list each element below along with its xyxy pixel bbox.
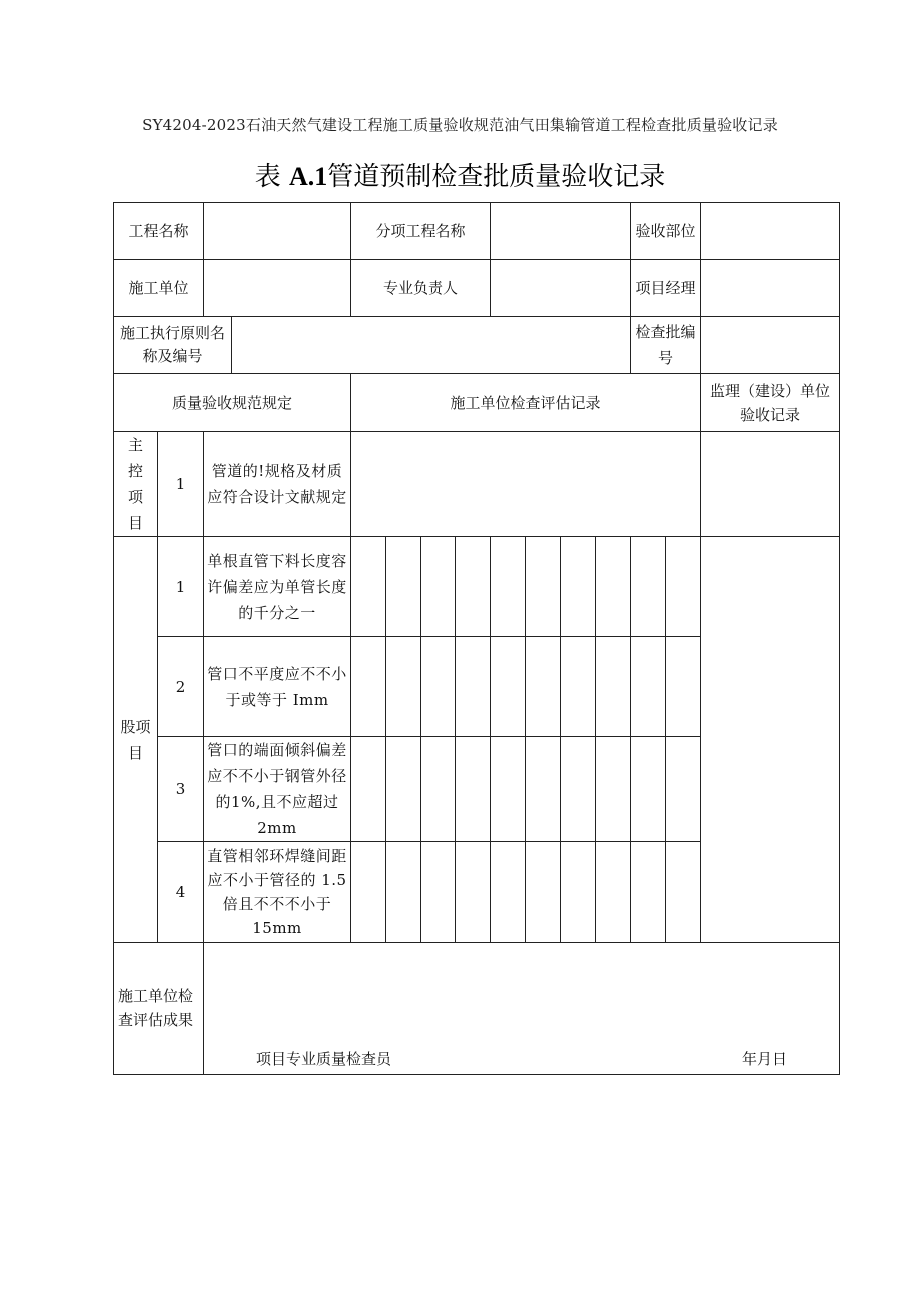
inspection-form-table [113,202,840,1075]
construction-unit-label: 施工单位 [114,260,204,317]
record-cell[interactable] [456,842,491,943]
record-cell[interactable] [456,737,491,842]
record-cell[interactable] [561,842,596,943]
title-prefix: 表 [254,162,281,192]
record-cell[interactable] [351,737,386,842]
record-cell[interactable] [561,737,596,842]
supervision-record-header: 监理（建设）单位验收记录 [701,374,840,432]
record-cell[interactable] [631,537,666,637]
record-cell[interactable] [596,537,631,637]
record-cell[interactable] [631,737,666,842]
record-cell[interactable] [631,637,666,737]
inspector-label: 项目专业质量检查员 [256,1049,392,1068]
record-cell[interactable] [526,537,561,637]
sub-project-label: 分项工程名称 [351,203,491,260]
main-control-record[interactable] [351,432,701,537]
document-header: SY4204-2023石油天然气建设工程施工质量验收规范油气田集输管道工程检查批质量验收记录 [142,116,778,134]
info-row-standard [114,317,840,374]
column-header-row [114,374,840,432]
footer-row [114,943,840,1075]
date-label: 年月日 [742,1049,788,1068]
footer-label: 施工单位检查评估成果 [114,943,204,1075]
construction-unit-value[interactable] [204,260,351,317]
footer-content[interactable] [204,943,840,1075]
record-cell[interactable] [456,537,491,637]
sub-project-value[interactable] [491,203,631,260]
record-cell[interactable] [596,737,631,842]
standard-label: 施工执行原则名称及编号 [114,317,232,374]
info-row-project [114,203,840,260]
main-control-item-text: 管道的!规格及材质应符合设计文献规定 [204,432,351,537]
general-item-text: 单根直管下料长度容许偏差应为单管长度的千分之一 [204,537,351,637]
record-cell[interactable] [351,537,386,637]
professional-lead-label: 专业负责人 [351,260,491,317]
general-item-no: 1 [158,537,204,637]
general-item-text: 管口不平度应不不小于或等于 Imm [204,637,351,737]
general-item-no: 4 [158,842,204,943]
page-title [0,156,920,193]
general-item-text: 直管相邻环焊缝间距应不小于管径的 1.5 倍且不不不小于 15mm [204,842,351,943]
record-cell[interactable] [351,637,386,737]
title-code: A.1 [288,162,328,191]
general-item-text: 管口的端面倾斜偏差应不不小于钢管外径的1%,且不应超过2mm [204,737,351,842]
record-cell[interactable] [561,637,596,737]
record-cell[interactable] [491,637,526,737]
main-control-item-no: 1 [158,432,204,537]
general-supervision[interactable] [701,537,840,943]
project-name-value[interactable] [204,203,351,260]
record-cell[interactable] [491,737,526,842]
record-cell[interactable] [421,737,456,842]
record-cell[interactable] [526,737,561,842]
construction-record-header: 施工单位检查评估记录 [351,374,701,432]
record-cell[interactable] [666,537,701,637]
main-control-category: 主控项目 [114,432,158,537]
main-control-supervision[interactable] [701,432,840,537]
record-cell[interactable] [386,637,421,737]
professional-lead-value[interactable] [491,260,631,317]
project-manager-value[interactable] [701,260,840,317]
general-item-no: 2 [158,637,204,737]
record-cell[interactable] [526,637,561,737]
record-cell[interactable] [351,842,386,943]
general-item-no: 3 [158,737,204,842]
acceptance-part-value[interactable] [701,203,840,260]
record-cell[interactable] [596,637,631,737]
record-cell[interactable] [631,842,666,943]
record-cell[interactable] [526,842,561,943]
record-cell[interactable] [421,537,456,637]
project-manager-label: 项目经理 [631,260,701,317]
acceptance-part-label: 验收部位 [631,203,701,260]
record-cell[interactable] [666,842,701,943]
standard-value[interactable] [232,317,631,374]
record-cell[interactable] [491,537,526,637]
record-cell[interactable] [456,637,491,737]
general-category: 股项目 [114,537,158,943]
general-item-row [114,537,840,637]
record-cell[interactable] [421,637,456,737]
batch-number-value[interactable] [701,317,840,374]
record-cell[interactable] [596,842,631,943]
record-cell[interactable] [666,737,701,842]
record-cell[interactable] [386,842,421,943]
record-cell[interactable] [386,737,421,842]
record-cell[interactable] [491,842,526,943]
info-row-unit [114,260,840,317]
project-name-label: 工程名称 [114,203,204,260]
record-cell[interactable] [666,637,701,737]
spec-header: 质量验收规范规定 [114,374,351,432]
main-control-row [114,432,840,537]
record-cell[interactable] [421,842,456,943]
record-cell[interactable] [561,537,596,637]
batch-number-label: 检查批编号 [631,317,701,374]
record-cell[interactable] [386,537,421,637]
title-text: 管道预制检查批质量验收记录 [327,162,666,192]
